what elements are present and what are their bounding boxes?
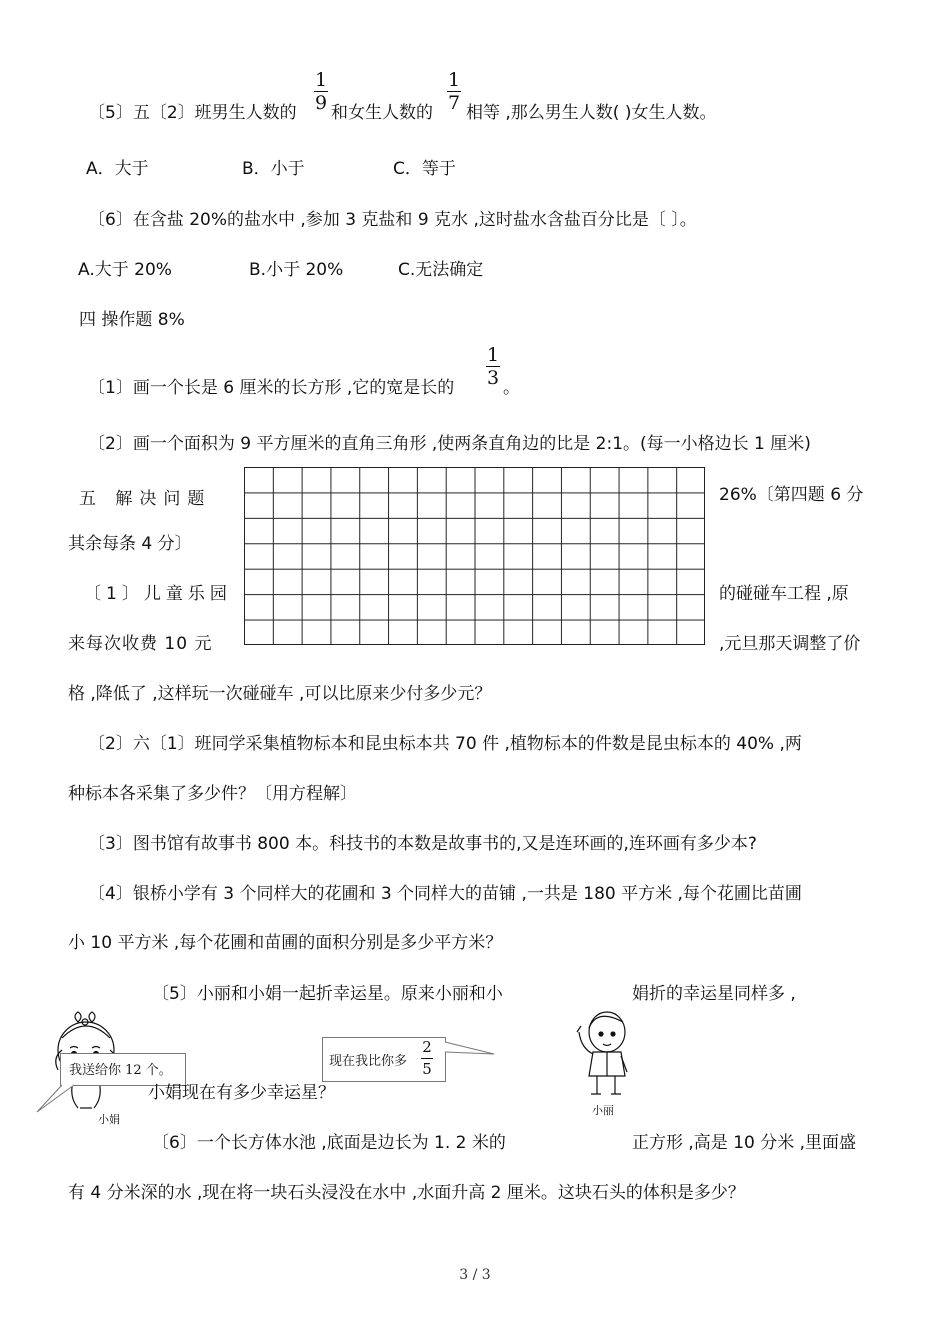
p2-line2: 种标本各采集了多少件？〔用方程解〕 bbox=[68, 784, 357, 804]
caption-xiaoli: 小丽 bbox=[592, 1104, 614, 1117]
speech-bubble-middle-tail bbox=[444, 1040, 496, 1060]
q5-option-b: B．小于 bbox=[242, 159, 305, 179]
p1-left-line1: 〔1〕儿童乐园 bbox=[84, 584, 232, 604]
q6-option-c: C.无法确定 bbox=[398, 260, 484, 280]
p6-line2: 有 4 分米深的水 ,现在将一块石头浸没在水中 ,水面升高 2 厘米。这块石头的体积是多少？ bbox=[68, 1183, 745, 1203]
q5-text-c: 相等 ,那么男生人数( )女生人数。 bbox=[466, 103, 717, 123]
p4-line1: 〔4〕银桥小学有 3 个同样大的花圃和 3 个同样大的苗铺 ,一共是 180 平方米 ,每个花圃比苗圃 bbox=[88, 884, 802, 904]
p1-line3: 格 ,降低了 ,这样玩一次碰碰车 ,可以比原来少付多少元？ bbox=[68, 684, 492, 704]
speech-bubble-middle bbox=[322, 1037, 446, 1082]
q6-text: 〔6〕在含盐 20%的盐水中 ,参加 3 克盐和 9 克水 ,这时盐水含盐百分比是〔 〕。 bbox=[88, 210, 697, 230]
section5-title-cont: 其余每条 4 分〕 bbox=[68, 534, 192, 554]
caption-xiaojuan: 小娟 bbox=[98, 1113, 120, 1126]
section4-item1-end: 。 bbox=[503, 378, 520, 398]
p3-text: 〔3〕图书馆有故事书 800 本。科技书的本数是故事书的,又是连环画的,连环画有多少本? bbox=[88, 834, 757, 854]
p6-right: 正方形 ,高是 10 分米 ,里面盛 bbox=[632, 1133, 857, 1153]
speech-bubble-fraction: 2 5 bbox=[422, 1038, 432, 1078]
section4-title: 四 操作题 8% bbox=[79, 310, 185, 330]
speech-bubble-middle-text: 现在我比你多 bbox=[329, 1054, 408, 1069]
q6-option-a: A.大于 20% bbox=[78, 260, 172, 280]
section5-title-right: 26%〔第四题 6 分 bbox=[719, 485, 864, 505]
p6-left: 〔6〕一个长方体水池 ,底面是边长为 1. 2 米的 bbox=[152, 1133, 506, 1153]
section4-item1-fraction: 1 3 bbox=[486, 344, 500, 389]
speech-bubble-left-tail bbox=[36, 1084, 76, 1114]
q5-text-a: 〔5〕五〔2〕班男生人数的 bbox=[88, 103, 297, 123]
q6-option-b: B.小于 20% bbox=[249, 260, 344, 280]
p1-right-line1: 的碰碰车工程 ,原 bbox=[719, 584, 849, 604]
p5-right: 娟折的幸运星同样多 , bbox=[632, 984, 796, 1004]
p2-line1: 〔2〕六〔1〕班同学采集植物标本和昆虫标本共 70 件 ,植物标本的件数是昆虫标本的 40% ,两 bbox=[88, 734, 802, 754]
p5-line2: 小娟现在有多少幸运星？ bbox=[148, 1083, 335, 1103]
p5-left: 〔5〕小丽和小娟一起折幸运星。原来小丽和小 bbox=[152, 984, 503, 1004]
p1-left-line2: 来每次收费 10 元 bbox=[68, 634, 213, 654]
speech-bubble-left: 我送给你 12 个。 bbox=[60, 1053, 186, 1086]
page-number: 3 / 3 bbox=[459, 1267, 491, 1283]
p1-right-line2: ,元旦那天调整了价 bbox=[719, 634, 861, 654]
q5-option-c: C．等于 bbox=[393, 159, 456, 179]
p4-line2: 小 10 平方米 ,每个花圃和苗圃的面积分别是多少平方米？ bbox=[68, 933, 503, 953]
q5-text-b: 和女生人数的 bbox=[331, 103, 433, 123]
q5-fraction-1: 1 9 bbox=[314, 69, 328, 114]
q5-fraction-2: 1 7 bbox=[447, 69, 461, 114]
section4-item1-text: 〔1〕画一个长是 6 厘米的长方形 ,它的宽是长的 bbox=[88, 378, 455, 398]
section5-title: 五 解决问题 bbox=[79, 489, 212, 509]
section4-item2-text: 〔2〕画一个面积为 9 平方厘米的直角三角形 ,使两条直角边的比是 2:1。(每一小格边长 1 厘米) bbox=[88, 434, 811, 454]
drawing-grid bbox=[244, 467, 705, 645]
xiaoli-illustration bbox=[563, 1008, 639, 1102]
q5-option-a: A．大于 bbox=[86, 159, 149, 179]
